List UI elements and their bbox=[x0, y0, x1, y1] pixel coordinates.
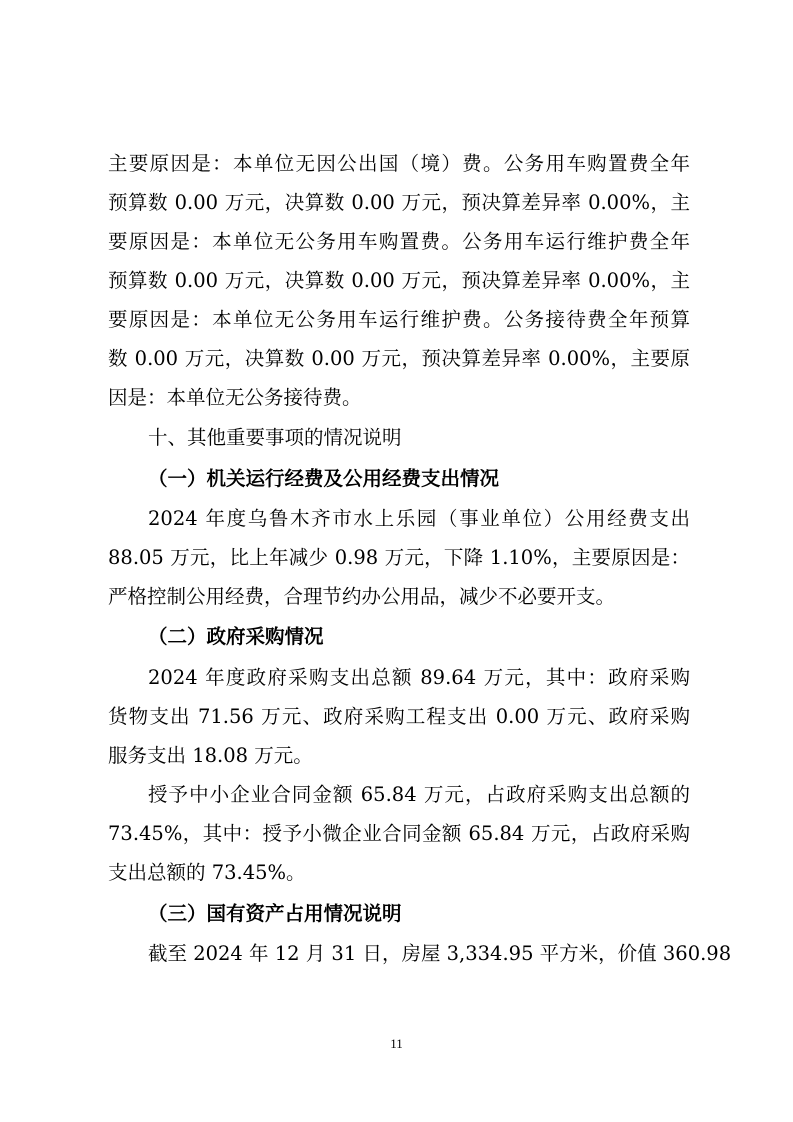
section-heading: 十、其他重要事项的情况说明 bbox=[148, 426, 402, 449]
text-line: 服务支出 18.08 万元。 bbox=[108, 744, 313, 767]
text-line: 支出总额的 73.45%。 bbox=[108, 861, 306, 884]
text-line: 预算数 0.00 万元，决算数 0.00 万元，预决算差异率 0.00%，主 bbox=[108, 191, 690, 214]
text-line: 截至 2024 年 12 月 31 日，房屋 3,334.95 平方米，价值 360.98 bbox=[148, 942, 732, 965]
subsection-heading: （一）机关运行经费及公用经费支出情况 bbox=[148, 467, 500, 490]
text-line: 2024 年度政府采购支出总额 89.64 万元，其中：政府采购 bbox=[148, 666, 690, 689]
subsection-heading: （三）国有资产占用情况说明 bbox=[148, 902, 402, 925]
subsection-heading: （二）政府采购情况 bbox=[148, 625, 324, 648]
text-line: 数 0.00 万元，决算数 0.00 万元，预决算差异率 0.00%，主要原 bbox=[108, 347, 690, 370]
text-line: 因是：本单位无公务接待费。 bbox=[108, 386, 362, 409]
text-line: 要原因是：本单位无公务用车运行维护费。公务接待费全年预算 bbox=[108, 308, 690, 331]
text-line: 授予中小企业合同金额 65.84 万元，占政府采购支出总额的 bbox=[148, 783, 690, 806]
text-line: 严格控制公用经费，合理节约办公用品，减少不必要开支。 bbox=[108, 585, 616, 608]
text-line: 货物支出 71.56 万元、政府采购工程支出 0.00 万元、政府采购 bbox=[108, 705, 690, 728]
text-line: 2024 年度乌鲁木齐市水上乐园（事业单位）公用经费支出 bbox=[148, 507, 690, 530]
text-line: 要原因是：本单位无公务用车购置费。公务用车运行维护费全年 bbox=[108, 230, 690, 253]
page-number: 11 bbox=[390, 1036, 403, 1051]
text-line: 88.05 万元，比上年减少 0.98 万元，下降 1.10%，主要原因是： bbox=[108, 546, 690, 569]
text-line: 预算数 0.00 万元，决算数 0.00 万元，预决算差异率 0.00%，主 bbox=[108, 269, 690, 292]
text-line: 73.45%，其中：授予小微企业合同金额 65.84 万元，占政府采购 bbox=[108, 822, 690, 845]
text-line: 主要原因是：本单位无因公出国（境）费。公务用车购置费全年 bbox=[108, 152, 690, 175]
